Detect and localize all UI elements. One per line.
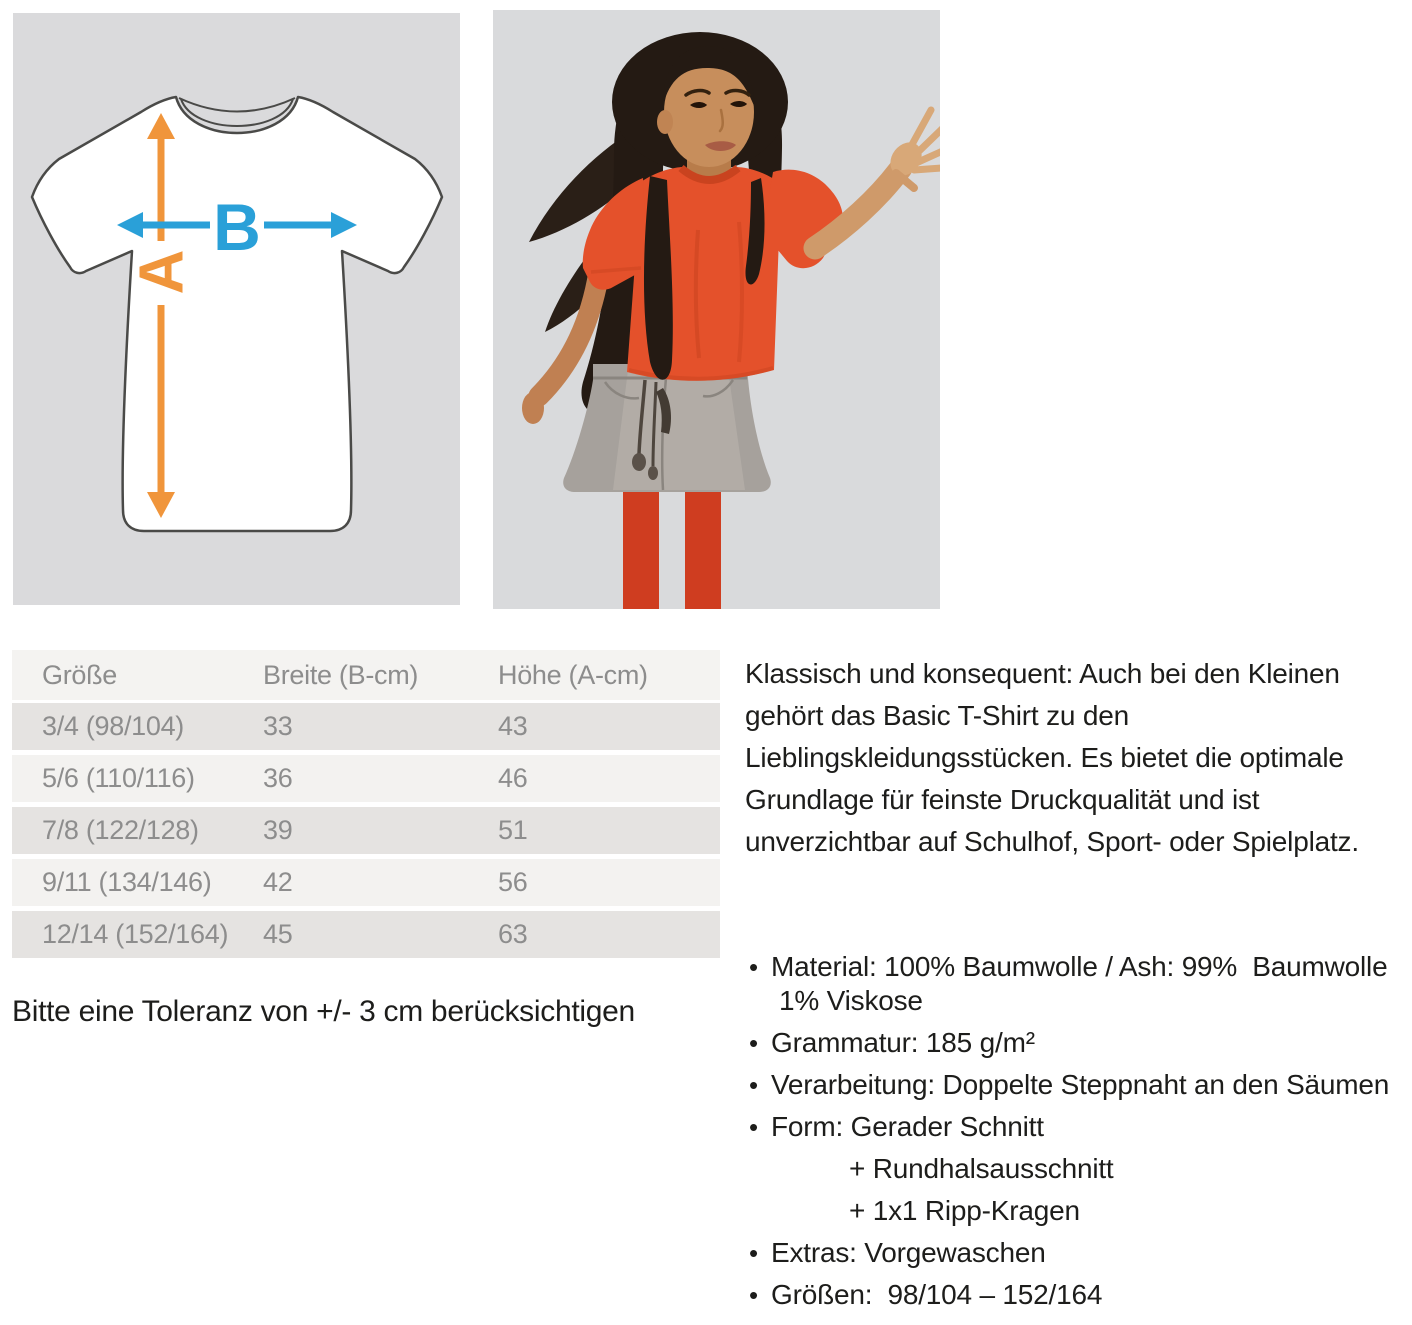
collar-back-line xyxy=(179,98,295,112)
cell-breite: 45 xyxy=(263,919,293,949)
table-row xyxy=(12,703,720,750)
tshirt-measure-diagram xyxy=(13,13,460,605)
cell-hoehe: 43 xyxy=(498,711,528,741)
cell-breite: 39 xyxy=(263,815,293,845)
bullet-item-verarbeitung xyxy=(745,1064,1410,1106)
bullet-text: Material: 100% Baumwolle / Ash: 99% Baumwolle xyxy=(771,951,1388,982)
feature-bullet-list xyxy=(745,946,1410,1316)
description-line: Grundlage für feinste Druckqualität und ist xyxy=(745,784,1260,815)
bullet-text: + Rundhalsausschnitt xyxy=(849,1153,1114,1184)
bullet-marker: • xyxy=(749,1028,758,1058)
column-header-breite: Breite (B-cm) xyxy=(263,659,419,690)
model-skirt xyxy=(563,364,771,492)
bullet-item-rundhals xyxy=(745,1148,1410,1190)
cell-breite: 36 xyxy=(263,763,293,793)
bullet-text: Verarbeitung: Doppelte Steppnaht an den Säumen xyxy=(771,1069,1390,1100)
bullet-text: 1% Viskose xyxy=(779,985,923,1016)
bullet-marker: • xyxy=(749,952,758,982)
table-row xyxy=(12,755,720,802)
bullet-text: Grammatur: 185 g/m² xyxy=(771,1027,1035,1058)
cell-groesse: 3/4 (98/104) xyxy=(42,711,184,741)
cell-groesse: 5/6 (110/116) xyxy=(42,763,195,793)
model-photo-illustration xyxy=(493,10,940,609)
measure-label-a: A xyxy=(127,249,197,295)
bullet-item-rippkragen xyxy=(745,1190,1410,1232)
bullet-text: Form: Gerader Schnitt xyxy=(771,1111,1044,1142)
table-row xyxy=(12,911,720,958)
bullet-text: Größen: 98/104 – 152/164 xyxy=(771,1279,1103,1310)
product-description xyxy=(745,653,1410,1316)
cell-groesse: 7/8 (122/128) xyxy=(42,815,199,845)
bullet-item-form xyxy=(745,1106,1410,1148)
column-header-groesse: Größe xyxy=(42,659,118,690)
tshirt-drawing xyxy=(32,97,442,531)
description-line: unverzichtbar auf Schulhof, Sport- oder Spielplatz. xyxy=(745,826,1359,857)
column-header-hoehe: Höhe (A-cm) xyxy=(498,659,648,690)
size-table-header-row xyxy=(12,650,720,700)
bullet-text: + 1x1 Ripp-Kragen xyxy=(849,1195,1080,1226)
tolerance-note: Bitte eine Toleranz von +/- 3 cm berücksichtigen xyxy=(12,995,635,1028)
table-row xyxy=(12,807,720,854)
bullet-item-extras xyxy=(745,1232,1410,1274)
model-photo-panel xyxy=(493,10,940,609)
bullet-marker: • xyxy=(749,1112,758,1142)
cell-hoehe: 46 xyxy=(498,763,528,793)
bullet-item-grammatur xyxy=(745,1022,1410,1064)
description-line: gehört das Basic T-Shirt zu den xyxy=(745,700,1129,731)
cell-hoehe: 51 xyxy=(498,815,528,845)
cell-hoehe: 63 xyxy=(498,919,528,949)
bullet-marker: • xyxy=(749,1238,758,1268)
description-line: Klassisch und konsequent: Auch bei den Kleinen xyxy=(745,658,1340,689)
size-diagram-panel xyxy=(13,13,460,605)
cell-breite: 33 xyxy=(263,711,293,741)
measure-label-b: B xyxy=(213,190,261,264)
cell-breite: 42 xyxy=(263,867,293,897)
bullet-marker: • xyxy=(749,1280,758,1310)
bullet-text: Extras: Vorgewaschen xyxy=(771,1237,1046,1268)
cell-groesse: 12/14 (152/164) xyxy=(42,919,229,949)
table-row xyxy=(12,859,720,906)
cell-groesse: 9/11 (134/146) xyxy=(42,867,212,897)
size-table xyxy=(12,650,720,958)
bullet-marker: • xyxy=(749,1070,758,1100)
bullet-item-groessen xyxy=(745,1274,1410,1316)
description-line: Lieblingskleidungsstücken. Es bietet die optimale xyxy=(745,742,1344,773)
cell-hoehe: 56 xyxy=(498,867,528,897)
